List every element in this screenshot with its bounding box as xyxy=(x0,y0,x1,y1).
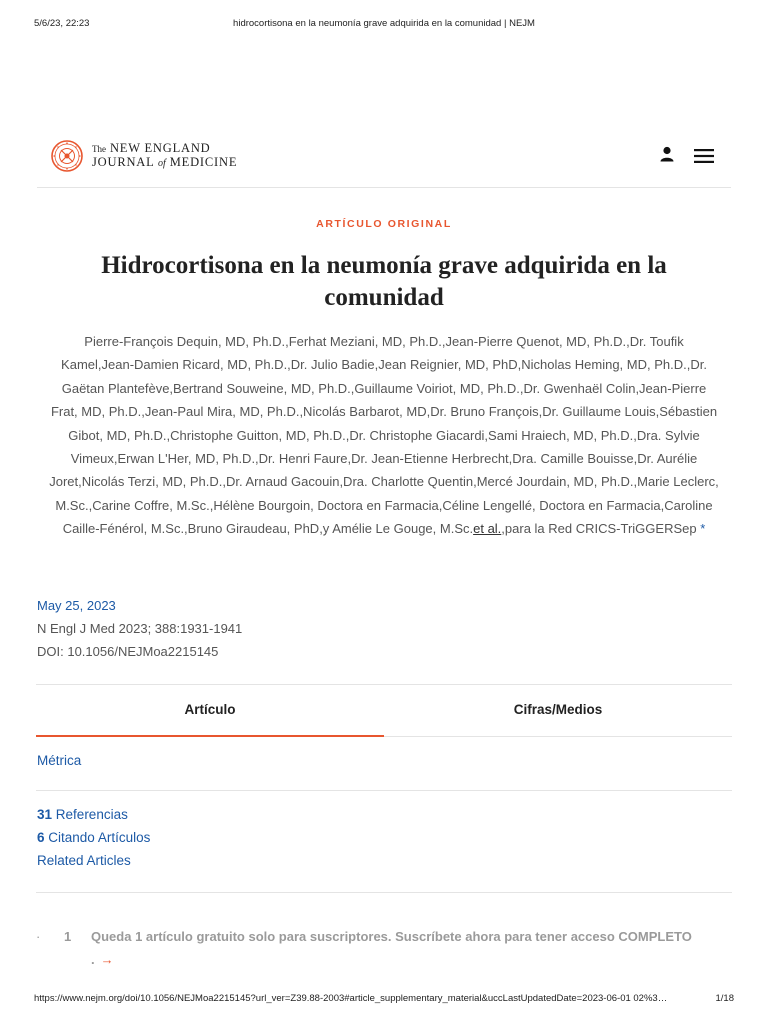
doi: DOI: 10.1056/NEJMoa2215145 xyxy=(37,644,219,659)
article-tabs xyxy=(36,684,732,737)
paywall-message: Queda 1 artículo gratuito solo para suscriptores. Suscríbete ahora para tener acceso COMPLETO . xyxy=(91,929,692,967)
subscribe-arrow-icon[interactable]: → xyxy=(100,952,114,967)
free-articles-count: 1 xyxy=(64,929,72,944)
citing-count: 6 xyxy=(37,830,45,845)
references-link[interactable] xyxy=(37,803,150,826)
tab-figures-media[interactable]: Cifras/Medios xyxy=(513,702,603,717)
citing-label: Citando Artículos xyxy=(48,830,151,845)
paywall-banner xyxy=(36,925,708,971)
nejm-seal-icon xyxy=(51,140,83,172)
nejm-logo[interactable] xyxy=(51,140,237,172)
print-page-title: hidrocortisona en la neumonía grave adquirida en la comunidad | NEJM xyxy=(233,18,535,29)
print-footer xyxy=(34,993,734,1007)
banner-bullet: · xyxy=(36,929,41,944)
logo-the: The xyxy=(92,144,106,154)
divider xyxy=(36,790,732,791)
group-name: ,para la Red CRICS-TriGGERSep xyxy=(501,521,697,537)
article-links xyxy=(37,803,150,872)
hamburger-menu-icon[interactable] xyxy=(694,149,714,163)
logo-line1: NEW ENGLAND xyxy=(109,141,211,155)
publication-meta xyxy=(37,594,242,663)
masthead xyxy=(37,138,731,188)
divider xyxy=(36,892,732,893)
user-icon[interactable] xyxy=(659,146,675,162)
nejm-wordmark xyxy=(92,142,237,170)
citation: N Engl J Med 2023; 388:1931-1941 xyxy=(37,621,243,636)
references-count: 31 xyxy=(37,807,53,822)
authors-text: Pierre-François Dequin, MD, Ph.D.,Ferhat Meziani, MD, Ph.D.,Jean-Pierre Quenot, MD, Ph.D.,Dr. Toufik Kamel,Jean-Damien Ricard, MD, Ph.D.,Dr. Julio Badie,Jean Reignier, MD, PhD,Nicholas Heming, MD, Ph.D.,Dr. Gaëtan Plantefève,Bertrand Souweine, MD, Ph.D.,Guillaume Voiriot, MD, Ph.D.,Dr. Gwenhaël Colin,Jean-Pierre Frat, MD, Ph.D.,Jean-Paul Mira, MD, Ph.D.,Nicolás Barbarot, MD,Dr. Bruno François,Dr. Guillaume Louis,Sébastien Gibot, MD, Ph.D.,Christophe Guitton, MD, Ph.D.,Dr. Christophe Giacardi,Sami Hraiech, MD, Ph.D.,Dra. Sylvie Vimeux,Erwan L'Her, MD, Ph.D.,Dr. Henri Faure,Dr. Jean-Etienne Herbrecht,Dra. Camille Bouisse,Dr. Aurélie Joret,Nicolás Terzi, MD, Ph.D.,Dr. Arnaud Gacouin,Dra. Charlotte Quentin,Mercé Jourdain, MD, Ph.D.,Marie Leclerc, M.Sc.,Carine Coffre, M.Sc.,Hélène Bourgoin, Doctora en Farmacia,Céline Lengellé, Doctora en Farmacia,Caroline Caille-Fénérol, M.Sc.,Bruno Giraudeau, PhD,y Amélie Le Gouge, M.Sc. xyxy=(49,334,719,537)
logo-journal: JOURNAL xyxy=(92,155,155,169)
print-url: https://www.nejm.org/doi/10.1056/NEJMoa2215145?url_ver=Z39.88-2003#article_supplementary_material&uccLastUpdatedDate=2023-06-01 02%3… xyxy=(34,993,668,1004)
publication-date: May 25, 2023 xyxy=(37,598,116,613)
tab-article[interactable]: Artículo xyxy=(36,685,384,736)
references-label: Referencias xyxy=(55,807,128,822)
author-list xyxy=(48,330,720,541)
article-type-label: ARTÍCULO ORIGINAL xyxy=(316,218,452,230)
author-footnote-asterisk[interactable]: * xyxy=(700,521,706,537)
print-datetime: 5/6/23, 22:23 xyxy=(34,18,90,29)
page-count: 1/18 xyxy=(715,993,734,1004)
logo-medicine: MEDICINE xyxy=(169,155,238,169)
logo-of: of xyxy=(158,158,166,169)
metrics-link[interactable]: Métrica xyxy=(37,753,82,768)
citing-articles-link[interactable] xyxy=(37,826,150,849)
et-al-link[interactable]: et al. xyxy=(473,521,502,537)
print-header xyxy=(34,18,734,32)
related-articles-link[interactable]: Related Articles xyxy=(37,853,131,868)
article-title: Hidrocortisona en la neumonía grave adquirida en la comunidad xyxy=(101,252,667,311)
